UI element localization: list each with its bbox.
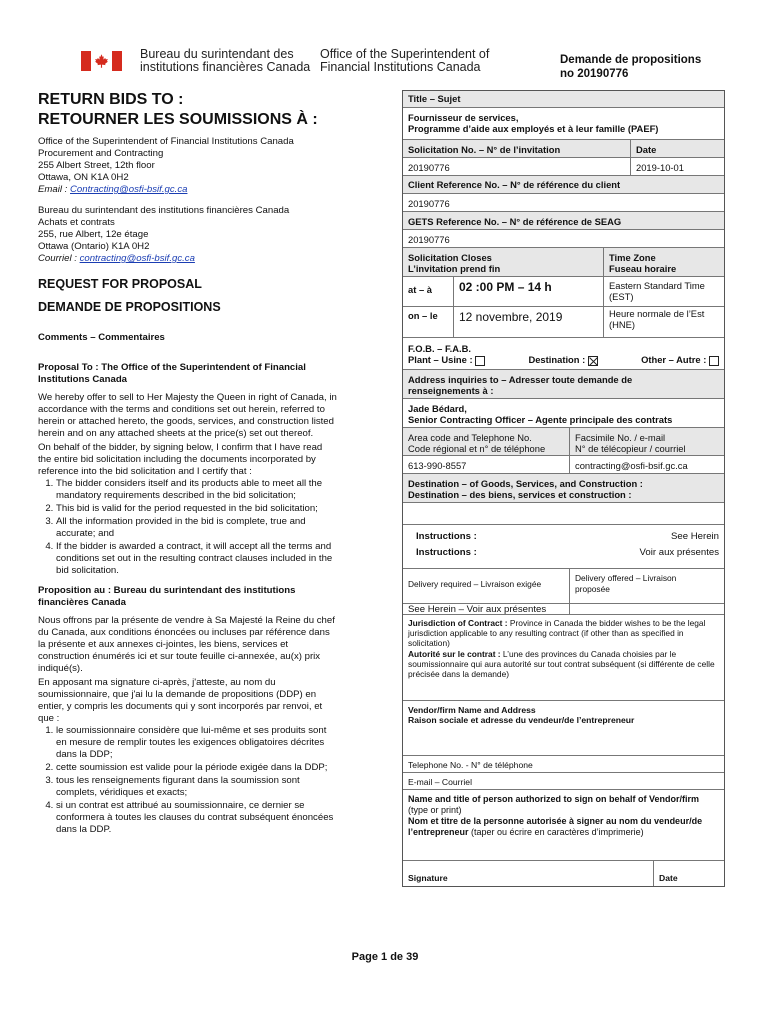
contact-phone: 613-990-8557 [408, 460, 467, 471]
signature-date-field[interactable]: Date [653, 861, 724, 886]
delivery-value-row [403, 604, 724, 615]
fob-row: F.O.B. – F.A.B. Plant – Usine : Destination : Other – Autre : [403, 338, 724, 370]
signature-field[interactable]: Signature [408, 873, 448, 883]
closing-time-row: at – à 02 :00 PM – 14 h Eastern Standard Time (EST) [403, 277, 724, 307]
left-column [38, 90, 338, 837]
rfp-title-en: REQUEST FOR PROPOSAL [38, 277, 202, 291]
solicitation-values [403, 158, 724, 176]
instructions-row: Instructions : See Herein Instructions : Voir aux présentes [403, 525, 724, 569]
proposal-to-en: Proposal To : The Office of the Superintendent of Financial Institutions Canada [38, 362, 306, 385]
authorized-person-field[interactable]: Name and title of person authorized to sign on behalf of Vendor/firm (type or print) Nom et titre de la personne autorisée à signer au nom du vendeur/de l’entrepreneur (taper ou écrire en caractères d’imprimerie) [403, 790, 724, 861]
list-item: 3. All the information provided in the bid is complete, true and accurate; and [56, 516, 338, 540]
agency-name-fr: Bureau du surintendant des institutions financières Canada [140, 47, 311, 74]
offer-text-fr: Nous offrons par la présente de vendre à Sa Majesté la Reine du chef du Canada, aux conditions énoncées ou incluses par référence dans la présente et aux annexes ci-jointes, les biens, services et construction énumérés ici et sur toute feuille ci-annexée, au(x) prix indiqué(s). [38, 615, 335, 674]
closing-header: Solicitation Closes L’invitation prend fin Time Zone Fuseau horaire [403, 248, 724, 277]
list-item: 4. If the bidder is awarded a contract, it will accept all the terms and conditions set out in the resulting contract clauses included in the bid solicitation. [56, 541, 338, 577]
canada-flag-icon [81, 51, 122, 71]
list-item: 3. tous les renseignements figurant dans la soumission sont complets, véridiques et exacts; [56, 775, 338, 799]
email-link-en[interactable]: Contracting@osfi-bsif.gc.ca [70, 184, 188, 195]
solicitation-number: 20190776 [408, 162, 450, 173]
closing-date-row: on – le 12 novembre, 2019 Heure normale de l’Est (HNE) [403, 307, 724, 338]
client-ref-label: Client Reference No. – N° de référence du client [403, 176, 724, 194]
solicitation-header: Solicitation No. – N° de l’invitation Date [403, 140, 724, 158]
offer-text-en: We hereby offer to sell to Her Majesty the Queen in right of Canada, in accordance with the terms and conditions set out herein, referred to herein or attached hereto, the goods, services, and construction listed herein and on any attached sheets at the price(s) set out thereof. [38, 392, 337, 439]
list-item: 2. This bid is valid for the period requested in the bid solicitation; [56, 503, 338, 515]
document-id: Demande de propositions no 20190776 [560, 54, 702, 80]
list-item: 1. The bidder considers itself and its products able to meet all the mandatory requirements described in the bid solicitation; [56, 478, 338, 502]
vendor-name-field[interactable]: Vendor/firm Name and Address Raison sociale et adresse du vendeur/de l’entrepreneur [403, 701, 724, 756]
rfp-title-fr: DEMANDE DE PROPOSITIONS [38, 300, 221, 314]
behalf-text-en: On behalf of the bidder, by signing below, I confirm that I have read the entire bid solicitation including the documents incorporated by reference into the bid solicitation and I certify that : [38, 442, 323, 477]
behalf-text-fr: En apposant ma signature ci-après, j'atteste, au nom du soumissionnaire, que j'ai lu la demande de propositions (DDP) en entier, y compris les documents qui y sont incorporés par renvoi, et que : [38, 677, 323, 724]
delivery-row: Delivery required – Livraison exigée Delivery offered – Livraison proposée [403, 569, 724, 604]
return-bids-fr: RETOURNER LES SOUMISSIONS À : [38, 111, 318, 128]
list-item: 4. si un contrat est attribué au soumissionnaire, ce dernier se conformera à toutes les clauses du contrat subséquent énoncées dans la DDP. [56, 800, 338, 836]
comments-label: Comments – Commentaires [38, 332, 165, 343]
gets-ref-label: GETS Reference No. – N° de référence de SEAG [403, 212, 724, 230]
email-field[interactable]: E-mail – Courriel [403, 773, 724, 790]
delivery-required-value: See Herein – Voir aux présentes [408, 604, 547, 615]
phone-fax-values [403, 456, 724, 474]
other-checkbox[interactable] [709, 356, 719, 366]
list-item: 2. cette soumission est valide pour la période exigée dans la DDP; [56, 762, 338, 774]
email-link-fr[interactable]: contracting@osfi-bsif.gc.ca [79, 253, 195, 264]
destination-input[interactable] [403, 503, 724, 525]
plant-checkbox[interactable] [475, 356, 485, 366]
signature-row [403, 861, 724, 886]
title-value: Fournisseur de services, Programme d’aide aux employés et à leur famille (PAEF) [403, 108, 724, 140]
list-item: 1. le soumissionnaire considère que lui-même et ses produits sont en mesure de remplir toutes les exigences obligatoires décrites dans la DDP; [56, 725, 338, 761]
address-fr: Bureau du surintendant des institutions financières Canada Achats et contrats 255, rue Albert, 12e étage Ottawa (Ontario) K1A 0H2 Courriel : contracting@osfi-bsif.gc.ca [38, 205, 290, 264]
address-en: Office of the Superintendent of Financial Institutions Canada Procurement and Contracting 255 Albert Street, 12th floor Ottawa, ON K1A 0H2 Email : Contracting@osfi-bsif.gc.ca [38, 136, 294, 195]
bid-form [402, 90, 725, 887]
jurisdiction-row: Jurisdiction of Contract : Province in Canada the bidder wishes to be the legal jurisdiction applicable to any resulting contract (if other than as specified in solicitation) Autorité sur le contrat : L’une des provinces du Canada choisies par le soumissionnaire qui aura autorité sur tout contrat subséquent (si différente de celle précisée dans la demande) [403, 615, 724, 701]
address-inquiries-label: Address inquiries to – Adresser toute demande de renseignements à : [403, 370, 724, 399]
proposal-to-fr: Proposition au : Bureau du surintendant des institutions financières Canada [38, 585, 296, 608]
client-ref-value: 20190776 [403, 194, 724, 212]
title-label: Title – Sujet [403, 91, 724, 108]
return-bids-en: RETURN BIDS TO : [38, 91, 184, 108]
solicitation-date: 2019-10-01 [630, 158, 724, 175]
destination-checkbox[interactable] [588, 356, 598, 366]
page-number: Page 1 de 39 [351, 951, 419, 963]
contact-email[interactable]: contracting@osfi-bsif.gc.ca [569, 456, 724, 473]
gets-ref-value: 20190776 [403, 230, 724, 248]
terms-list-fr [38, 725, 338, 836]
contact-officer: Jade Bédard, Senior Contracting Officer – Agente principale des contrats [403, 399, 724, 428]
closing-date: 12 novembre, 2019 [453, 307, 603, 337]
terms-list-en [38, 478, 338, 577]
agency-name-en: Office of the Superintendent of Financial Institutions Canada [320, 47, 490, 74]
telephone-field[interactable]: Telephone No. - N° de téléphone [403, 756, 724, 773]
destination-label: Destination – of Goods, Services, and Construction : Destination – des biens, services et construction : [403, 474, 724, 503]
phone-fax-header: Area code and Telephone No. Code régional et n° de téléphone Facsimile No. / e-mail N° de télécopieur / courriel [403, 428, 724, 456]
closing-time: 02 :00 PM – 14 h [453, 277, 603, 306]
